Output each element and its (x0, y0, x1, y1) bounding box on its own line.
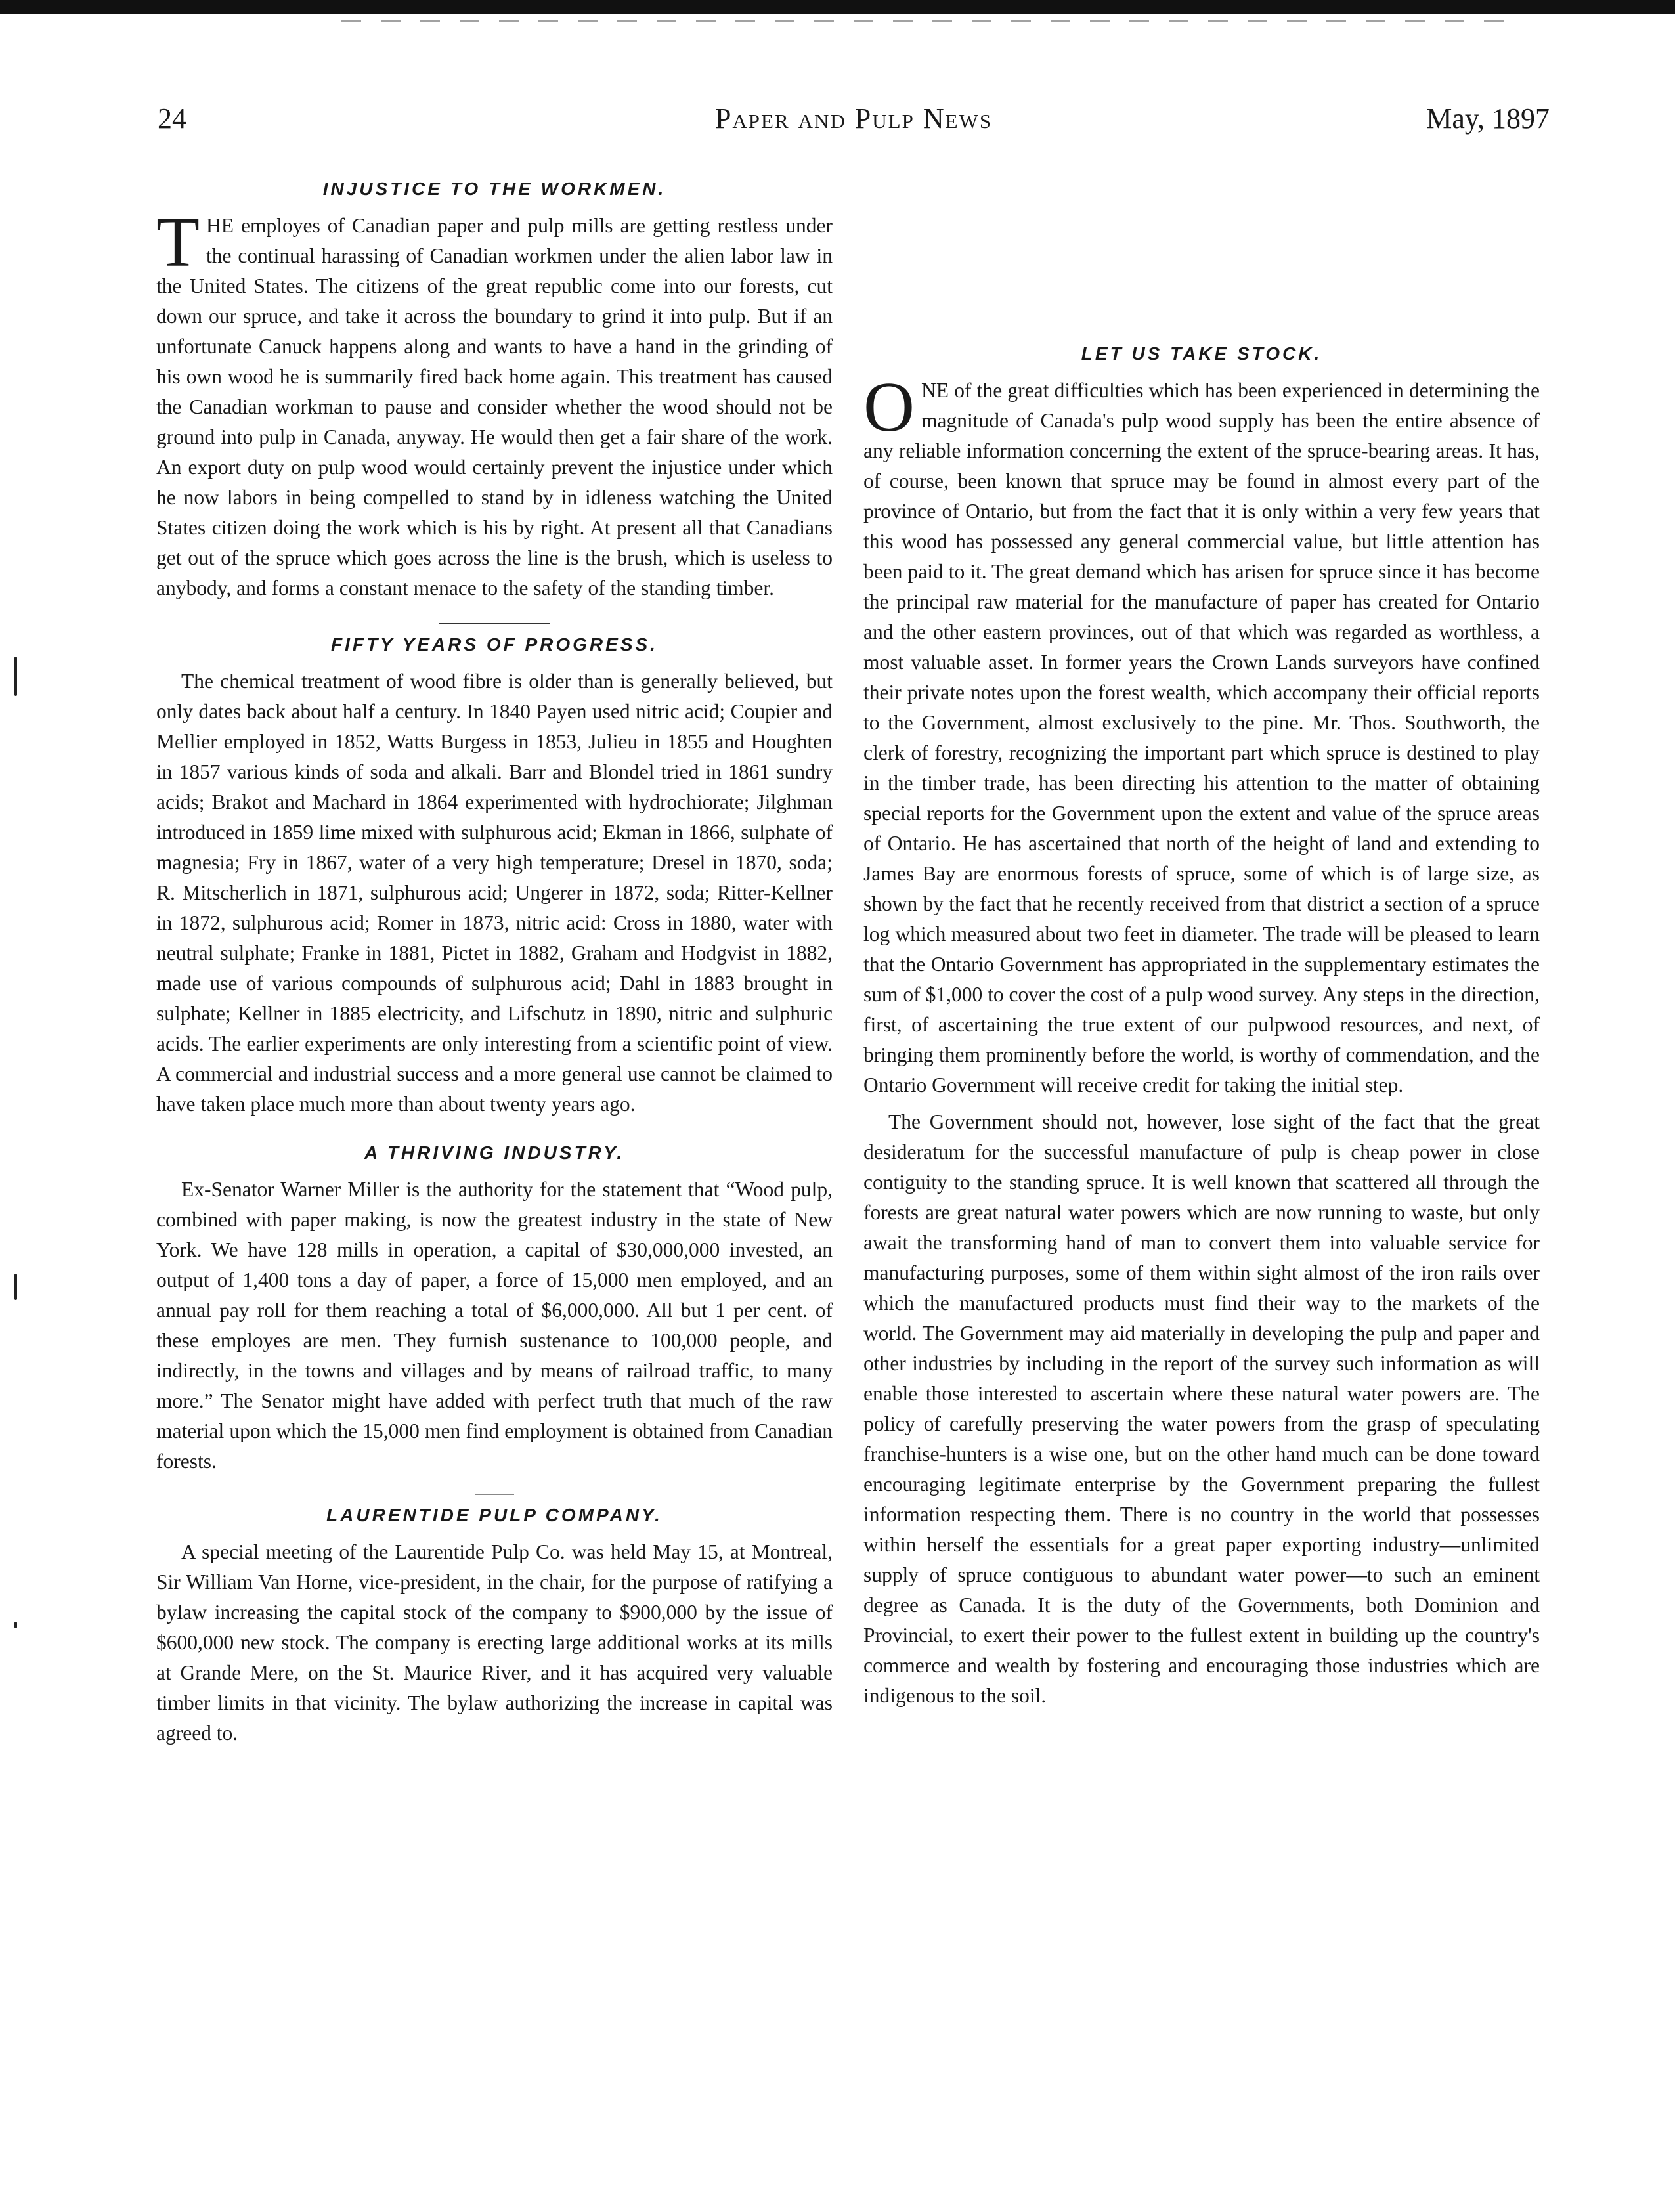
paragraph-text: NE of the great difficulties which has been experienced in determining the magnitude of Canada's pulp wood supply has been the entire absence of any reliable information concerning the extent of the spruce-bearing areas. It has, of course, been known that spruce may be found in almost every part of the province of Ontario, but from the fact that it is only within a very few years that this wood has possessed any general commercial value, but little attention has been paid to it. The great demand which has arisen for spruce since it has become the principal raw material for the manufacture of paper has created for Ontario and the other eastern provinces, out of that which was regarded as worthless, a most valuable asset. In former years the Crown Lands surveyors have confined their private notes upon the forest wealth, which accompany their official reports to the Government, almost exclusively to the pine. Mr. Thos. Southworth, the clerk of forestry, recognizing the important part which spruce is destined to play in the timber trade, has been directing his attention to the matter of obtaining special reports for the Government upon the extent and value of the spruce areas of Ontario. He has ascertained that north of the height of land and extending to James Bay are enormous forests of spruce, some of which is of large size, as shown by the fact that he recently received from that district a section of a spruce log which measured about two feet in diameter. The trade will be pleased to learn that the Ontario Government has appropriated in the supplementary estimates the sum of $1,000 to cover the cost of a pulp wood survey. Any steps in the direction, first, of ascertaining the true extent of our pulpwood resources, and next, of bringing them prominently before the world, is worthy of commendation, and the Ontario Government will receive credit for taking the initial step. (863, 379, 1540, 1096)
article-laurentide (156, 1500, 833, 1748)
right-column (863, 174, 1540, 1711)
article-title: LET US TAKE STOCK. (1081, 343, 1322, 364)
article-thriving-industry (156, 1138, 833, 1477)
article-title: FIFTY YEARS OF PROGRESS. (331, 634, 658, 655)
article-take-stock (863, 339, 1540, 1711)
article-injustice (156, 174, 833, 603)
article-paragraph: The Government should not, however, lose sight of the fact that the great desideratum for the successful manufacture of pulp is cheap power in close contiguity to the standing spruce. It is well known that scattered all through the forests are great natural water powers which are now running to waste, but only await the transforming hand of man to convert them into valuable service for manufacturing purposes, some of them within sight almost of the iron rails over which the manufactured products must find their way to the markets of the world. The Government may aid materially in developing the pulp and paper and other industries by including in the report of the survey such information as will enable those interested to ascertain where these natural water powers are. The policy of carefully preserving the water powers from the grasp of speculating franchise-hunters is a wise one, but on the other hand much can be done toward encouraging legitimate enterprise by the Government preparing the fullest information respecting them. There is no country in the world that possesses within herself the essentials for a great paper exporting industry—unlimited supply of spruce contiguous to abundant water power—to such an eminent degree as Canada. It is the duty of the Governments, both Dominion and Provincial, to exert their power to the fullest extent in building up the country's commerce and wealth by fostering and encouraging those industries which are indigenous to the soil. (863, 1110, 1540, 1707)
drop-cap: O (863, 368, 915, 446)
section-gap (156, 1119, 833, 1138)
top-border-dashes (341, 20, 1523, 22)
publication-title: Paper and Pulp News (714, 102, 993, 135)
margin-mark (14, 1274, 17, 1300)
drop-cap: T (156, 204, 200, 282)
article-paragraph (156, 204, 833, 603)
section-divider (475, 1494, 514, 1495)
paragraph-text: HE employes of Canadian paper and pulp mills are getting restless under the continual harassing of Canadian workmen under the alien labor law in the United States. The citizens of the great republic come into our forests, cut down our spruce, and take it across the boundary to grind it into pulp. But if an unfortunate Canuck happens along and wants to have a hand in the grinding of his own wood he is summarily fired back home again. This treatment has caused the Canadian workman to pause and consider whether the wood should not be ground into pulp in Canada, anyway. He would then get a fair share of the work. An export duty on pulp wood would certainly prevent the injustice under which he now labors in being compelled to stand by in idleness watching the United States citizen doing the work which is his by right. At present all that Canadians get out of the spruce which goes across the line is the brush, which is useless to anybody, and forms a constant menace to the safety of the standing timber. (156, 214, 833, 599)
article-paragraph: A special meeting of the Laurentide Pulp Co. was held May 15, at Montreal, Sir William Van Horne, vice-president, in the chair, for the purpose of ratifying a bylaw increasing the capital stock of the company to $900,000 by the issue of $600,000 new stock. The company is erecting large additional works at its mills at Grande Mere, on the St. Maurice River, and it has acquired very valuable timber limits in that vicinity. The bylaw authorizing the increase in capital was agreed to. (156, 1540, 833, 1745)
article-title: LAURENTIDE PULP COMPANY. (326, 1505, 663, 1525)
top-border-rule (0, 0, 1675, 14)
issue-date: May, 1897 (1426, 102, 1550, 135)
margin-mark (14, 1622, 17, 1628)
section-divider (439, 623, 550, 624)
article-fifty-years (156, 630, 833, 1119)
article-title: A THRIVING INDUSTRY. (364, 1142, 625, 1163)
page-number: 24 (158, 102, 186, 135)
article-paragraph: The chemical treatment of wood fibre is older than is generally believed, but only dates back about half a century. In 1840 Payen used nitric acid; Coupier and Mellier employed in 1852, Watts Burgess in 1853, Julieu in 1855 and Houghten in 1857 various kinds of soda and alkali. Barr and Blondel tried in 1861 sundry acids; Brakot and Machard in 1864 experimented with hydrochiorate; Jilghman introduced in 1859 lime mixed with sulphurous acid; Ekman in 1866, sulphate of magnesia; Fry in 1867, water of a very high temperature; Dresel in 1870, soda; R. Mitscherlich in 1871, sulphurous acid; Ungerer in 1872, soda; Ritter-Kellner in 1872, sulphurous acid; Romer in 1873, nitric acid: Cross in 1880, water with neutral sulphate; Franke in 1881, Pictet in 1882, Graham and Hodgvist in 1882, made use of various compounds of sulphurous acid; Dahl in 1883 brought in sulphate; Kellner in 1885 electricity, and Lifschutz in 1890, nitric and sulphuric acids. The earlier experiments are only interesting from a scientific point of view. A commercial and industrial success and a more general use cannot be claimed to have taken place much more than about twenty years ago. (156, 670, 833, 1116)
left-column (156, 174, 833, 1748)
article-paragraph: Ex-Senator Warner Miller is the authority for the statement that “Wood pulp, combined with paper making, is now the greatest industry in the state of New York. We have 128 mills in operation, a capital of $30,000,000 invested, an output of 1,400 tons a day of paper, a force of 15,000 men employed, and an annual pay roll for them reaching a total of $6,000,000. All but 1 per cent. of these employes are men. They furnish sustenance to 100,000 people, and indirectly, in the towns and villages and by means of railroad traffic, to many more.” The Senator might have added with perfect truth that much of the raw material upon which the 15,000 men find employment is obtained from Canadian forests. (156, 1178, 833, 1473)
article-title: INJUSTICE TO THE WORKMEN. (322, 179, 666, 199)
margin-mark (14, 657, 17, 696)
article-paragraph (863, 368, 1540, 1100)
page-header (158, 102, 1550, 148)
